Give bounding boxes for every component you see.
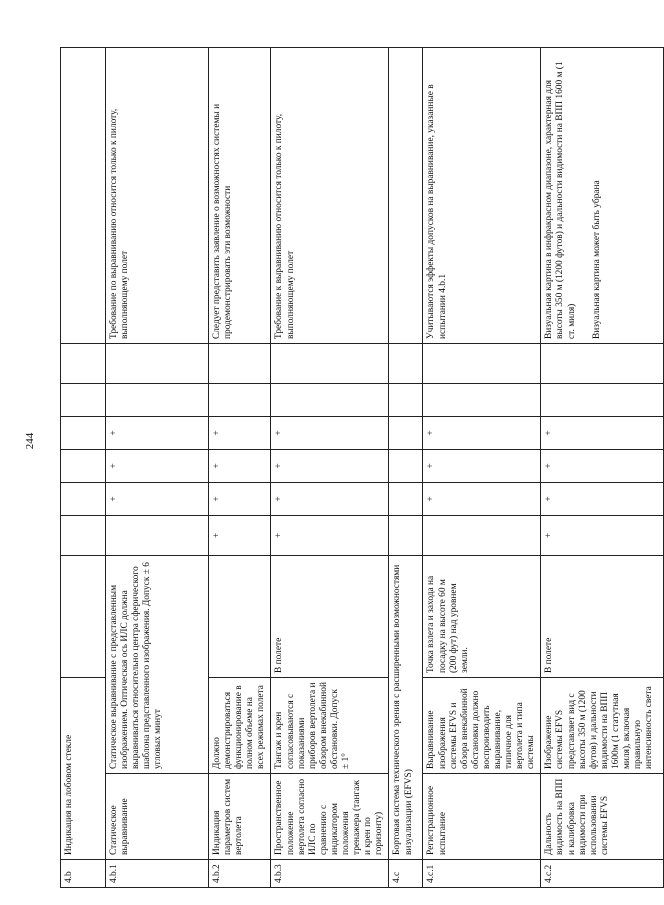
section-title: Бортовая система технического зрения с расширенными возможностями визуализации (EFVS) — [389, 556, 423, 860]
row-id: 4.c.1 — [423, 860, 541, 888]
mark-cell — [61, 483, 106, 516]
test-name: Статическое выравнивание — [106, 774, 209, 860]
extra-cell — [389, 344, 423, 384]
mark-cell — [61, 384, 106, 417]
row-id: 4.c — [389, 860, 423, 888]
cond-cell: В полете — [271, 556, 389, 678]
mark-cell: + — [541, 450, 664, 483]
mark-cell — [106, 384, 209, 417]
section-title: Индикация на лобовом стекле — [61, 678, 106, 860]
mark-cell: + — [209, 516, 271, 556]
requirement-cell: Изображение системы EFVS представляет вид с высоты 350 м (1200 футов) и дальности видимости на ВПП 1600м (1 статутная миля), включая правильную интенсивность света — [541, 678, 664, 774]
note-cell: Требование к выравниванию относится только к пилоту, выполняющему полет — [271, 48, 389, 344]
extra-cell — [106, 344, 209, 384]
requirements-table — [60, 47, 664, 888]
table-row — [541, 48, 664, 888]
mark-cell: + — [106, 450, 209, 483]
test-name: Пространственное положение вертолета согласно ИЛС по сравнению с индикатором положения тренажера (тангаж и крен по горизонту) — [271, 774, 389, 860]
note-cell — [389, 48, 423, 344]
cond-cell — [61, 556, 106, 678]
mark-cell: + — [106, 417, 209, 450]
mark-cell: + — [541, 516, 664, 556]
mark-cell: + — [423, 417, 541, 450]
table-row — [106, 48, 209, 888]
requirement-cell: Выравнивание изображения системы EFVS и обзора внекабинной обстановки должно воспроизводить выравнивание, типичное для вертолета и типа системы — [423, 678, 541, 774]
mark-cell: + — [271, 417, 389, 450]
mark-cell: + — [271, 516, 389, 556]
cond-cell: В полете — [541, 556, 664, 678]
mark-cell: + — [106, 483, 209, 516]
note-cell — [541, 48, 664, 344]
test-name: Индикация параметров систем вертолета — [209, 774, 271, 860]
cond-cell — [209, 556, 271, 678]
page-number: 244 — [24, 432, 36, 450]
extra-cell — [271, 344, 389, 384]
mark-cell — [106, 516, 209, 556]
mark-cell — [389, 384, 423, 417]
mark-cell — [541, 384, 664, 417]
extra-cell — [541, 344, 664, 384]
mark-cell: + — [209, 417, 271, 450]
mark-cell: + — [541, 483, 664, 516]
mark-cell: + — [423, 450, 541, 483]
mark-cell — [389, 450, 423, 483]
mark-cell: + — [271, 450, 389, 483]
mark-cell — [423, 384, 541, 417]
mark-cell: + — [541, 417, 664, 450]
note-text-2: Визуальная картина может быть убрана — [591, 180, 602, 339]
note-cell: Требование по выравниванию относится только к пилоту, выполняющему полет — [106, 48, 209, 344]
table-row — [271, 48, 389, 888]
table-row — [61, 48, 106, 888]
note-text: Визуальная картина в инфракрасном диапазоне, характерная для высоты 350 м (1200 футов) и дальности видимости на ВПП 1600 м (1 ст. миля) — [544, 61, 577, 339]
mark-cell — [61, 516, 106, 556]
mark-cell: + — [423, 483, 541, 516]
mark-cell: + — [271, 483, 389, 516]
mark-cell — [389, 417, 423, 450]
table-row — [389, 48, 423, 888]
extra-cell — [61, 344, 106, 384]
mark-cell — [423, 516, 541, 556]
mark-cell — [209, 384, 271, 417]
requirement-cell: Должно демонстрироваться функционирование в полном объеме на всех режимах полета — [209, 678, 271, 774]
row-id: 4.b — [61, 860, 106, 888]
extra-cell — [209, 344, 271, 384]
note-cell: Учитываются эффекты допусков на выравнивание, указанные в испытании 4.b.1 — [423, 48, 541, 344]
extra-cell — [423, 344, 541, 384]
table-row — [423, 48, 541, 888]
mark-cell — [61, 450, 106, 483]
mark-cell — [61, 417, 106, 450]
row-id: 4.b.2 — [209, 860, 271, 888]
mark-cell: + — [209, 483, 271, 516]
mark-cell — [389, 483, 423, 516]
cond-cell: Точка взлета и захода на посадку на высоте 60 м (200 фут) над уровнем земли. — [423, 556, 541, 678]
note-cell — [61, 48, 106, 344]
mark-cell — [389, 516, 423, 556]
mark-cell: + — [209, 450, 271, 483]
row-id: 4.b.3 — [271, 860, 389, 888]
note-cell: Следует представить заявление о возможностях системы и продемонстрировать эти возможности — [209, 48, 271, 344]
row-id: 4.b.1 — [106, 860, 209, 888]
test-name: Регистрационное испытание — [423, 774, 541, 860]
mark-cell — [271, 384, 389, 417]
requirement-cell: Тангаж и крен согласовываются с показаниями приборов вертолета и обзором внекабинной обстановки. Допуск ± 1° — [271, 678, 389, 774]
row-id: 4.c.2 — [541, 860, 664, 888]
test-name: Дальность видимость на ВПП и калибровка видимости при использовании системы EFVS — [541, 774, 664, 860]
table-row — [209, 48, 271, 888]
rotated-page — [60, 48, 655, 888]
requirement-cell: Статическое выравнивание с представленным изображением. Оптическая ось ИЛС должна выравниваться относительно центра сферического шаблона представленного изображения. Допуск ± 6 угловых минут — [106, 556, 209, 774]
